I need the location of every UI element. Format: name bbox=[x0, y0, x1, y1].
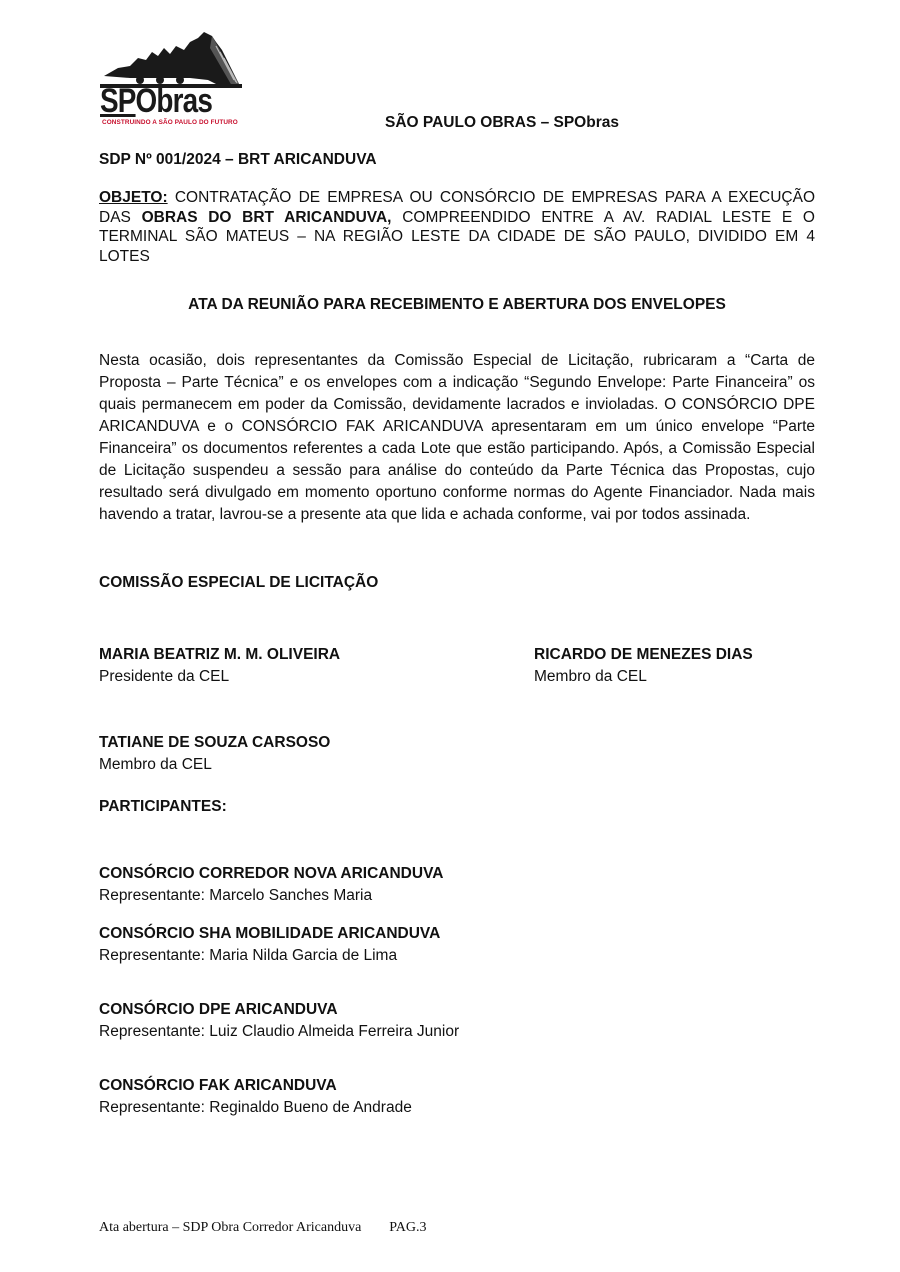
objeto-text-1: CONTRATAÇÃO DE EMPRESA OU CONSÓRCIO DE EMPRESAS PARA A EXECUÇÃO DAS bbox=[99, 189, 815, 226]
ata-title: ATA DA REUNIÃO PARA RECEBIMENTO E ABERTURA DOS ENVELOPES bbox=[188, 296, 726, 313]
participant-representative: Representante: Maria Nilda Garcia de Lima bbox=[99, 947, 398, 964]
participant-name: CONSÓRCIO SHA MOBILIDADE ARICANDUVA bbox=[99, 925, 441, 942]
signatory-role: Presidente da CEL bbox=[99, 668, 230, 685]
logo-wordmark-sp: SP bbox=[100, 82, 136, 120]
participant-item bbox=[99, 923, 440, 967]
participant-representative: Representante: Luiz Claudio Almeida Ferreira Junior bbox=[99, 1023, 460, 1040]
logo-wordmark bbox=[100, 84, 212, 118]
footer-doc-label: Ata abertura – SDP Obra Corredor Aricanduva bbox=[99, 1220, 362, 1235]
page-footer bbox=[99, 1220, 427, 1236]
signatory-name: TATIANE DE SOUZA CARSOSO bbox=[99, 734, 331, 751]
objeto-label: OBJETO: bbox=[99, 189, 168, 206]
signatory-name: RICARDO DE MENEZES DIAS bbox=[534, 646, 753, 663]
participant-representative: Representante: Marcelo Sanches Maria bbox=[99, 887, 373, 904]
signatory-block bbox=[99, 732, 330, 776]
objeto-text-2: COMPREENDIDO ENTRE A AV. RADIAL LESTE E O TERMINAL SÃO MATEUS – NA REGIÃO LESTE DA CIDADE DE SÃO PAULO, DIVIDIDO EM 4 LOTES bbox=[99, 208, 815, 265]
objeto-highlight: OBRAS DO BRT ARICANDUVA, bbox=[141, 208, 392, 226]
signatory-name: MARIA BEATRIZ M. M. OLIVEIRA bbox=[99, 646, 341, 663]
participant-item bbox=[99, 999, 459, 1043]
participant-name: CONSÓRCIO CORREDOR NOVA ARICANDUVA bbox=[99, 865, 444, 882]
participants-heading: PARTICIPANTES: bbox=[99, 798, 227, 815]
participant-representative: Representante: Reginaldo Bueno de Andrade bbox=[99, 1099, 412, 1116]
spobras-logo bbox=[100, 28, 242, 128]
objeto-paragraph bbox=[99, 188, 815, 266]
construction-silhouette-icon bbox=[100, 28, 242, 90]
signatory-role: Membro da CEL bbox=[534, 668, 647, 685]
signatory-block bbox=[534, 644, 753, 688]
body-paragraph: Nesta ocasião, dois representantes da Comissão Especial de Licitação, rubricaram a “Carta de Proposta – Parte Técnica” e os envelopes com a indicação “Segundo Envelope: Parte Financeira” os quais permanecem em poder da Comissão, devidamente lacrados e invioladas. O CONSÓRCIO DPE ARICANDUVA e o CONSÓRCIO FAK ARICANDUVA apresentaram em um único envelope “Parte Financeira” os documentos referentes a cada Lote que estão participando. Após, a Comissão Especial de Licitação suspendeu a sessão para análise do conteúdo da Parte Técnica das Propostas, cujo resultado será divulgado em momento oportuno conforme normas do Agente Financiador. Nada mais havendo a tratar, lavrou-se a presente ata que lida e achada conforme, vai por todos assinada. bbox=[99, 352, 815, 523]
participant-name: CONSÓRCIO DPE ARICANDUVA bbox=[99, 1001, 338, 1018]
signatory-block bbox=[99, 644, 340, 688]
participant-item bbox=[99, 1075, 412, 1119]
organization-name: SÃO PAULO OBRAS – SPObras bbox=[385, 114, 619, 131]
signatory-role: Membro da CEL bbox=[99, 756, 212, 773]
logo-tagline: CONSTRUINDO A SÃO PAULO DO FUTURO bbox=[102, 119, 238, 126]
logo-wordmark-obras: Obras bbox=[135, 82, 213, 120]
participant-item bbox=[99, 863, 443, 907]
sdp-title: SDP Nº 001/2024 – BRT ARICANDUVA bbox=[99, 151, 377, 168]
participant-name: CONSÓRCIO FAK ARICANDUVA bbox=[99, 1077, 337, 1094]
commission-heading: COMISSÃO ESPECIAL DE LICITAÇÃO bbox=[99, 574, 379, 591]
footer-page-number: PAG.3 bbox=[389, 1220, 427, 1235]
